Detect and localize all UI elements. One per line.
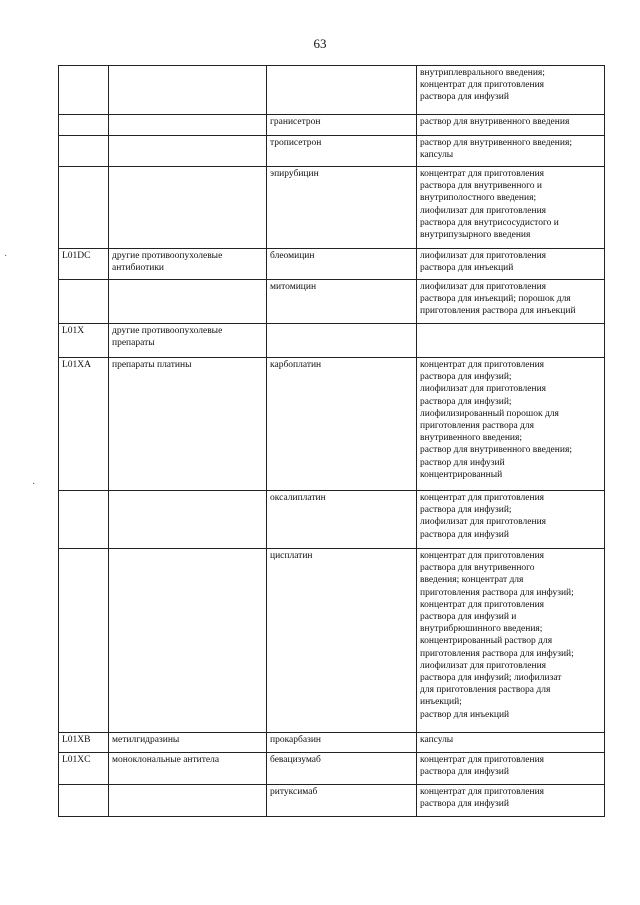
substance-cell: гранисетрон bbox=[267, 115, 417, 136]
margin-mark: · bbox=[32, 479, 36, 490]
table-row bbox=[59, 167, 605, 249]
substance-cell: карбоплатин bbox=[267, 358, 417, 491]
table-row bbox=[59, 491, 605, 549]
substance-cell: блеомицин bbox=[267, 249, 417, 280]
table-row bbox=[59, 785, 605, 817]
atc-code-cell: L01X bbox=[59, 324, 109, 358]
atc-code-cell bbox=[59, 785, 109, 817]
atc-code-cell bbox=[59, 491, 109, 549]
substance-cell bbox=[267, 324, 417, 358]
dosage-form-cell: концентрат для приготовления раствора для инфузий; лиофилизат для приготовления раствора для инфузий bbox=[417, 491, 605, 549]
substance-cell: трописетрон bbox=[267, 136, 417, 167]
dosage-form-cell: концентрат для приготовления раствора для инфузий bbox=[417, 785, 605, 817]
group-cell bbox=[109, 66, 267, 115]
group-cell bbox=[109, 549, 267, 733]
dosage-form-cell: раствор для внутривенного введения; капсулы bbox=[417, 136, 605, 167]
substance-cell: цисплатин bbox=[267, 549, 417, 733]
substance-cell: прокарбазин bbox=[267, 733, 417, 753]
dosage-form-cell: концентрат для приготовления раствора для внутривенного и внутриполостного введения; лиофилизат для приготовления раствора для внутрисосудистого и внутрипузырного введения bbox=[417, 167, 605, 249]
dosage-form-cell bbox=[417, 324, 605, 358]
dosage-form-cell: внутриплеврального введения; концентрат для приготовления раствора для инфузий bbox=[417, 66, 605, 115]
table-row bbox=[59, 66, 605, 115]
dosage-form-cell: капсулы bbox=[417, 733, 605, 753]
group-cell bbox=[109, 167, 267, 249]
group-cell bbox=[109, 115, 267, 136]
dosage-form-cell: лиофилизат для приготовления раствора для инъекций bbox=[417, 249, 605, 280]
substance-cell: оксалиплатин bbox=[267, 491, 417, 549]
atc-code-cell: L01XC bbox=[59, 753, 109, 785]
atc-code-cell bbox=[59, 136, 109, 167]
group-cell bbox=[109, 491, 267, 549]
table-row bbox=[59, 358, 605, 491]
dosage-form-cell: раствор для внутривенного введения bbox=[417, 115, 605, 136]
group-cell: другие противоопухолевые препараты bbox=[109, 324, 267, 358]
margin-mark: · bbox=[4, 251, 8, 262]
substance-cell: ритуксимаб bbox=[267, 785, 417, 817]
group-cell bbox=[109, 136, 267, 167]
atc-code-cell bbox=[59, 115, 109, 136]
table-row bbox=[59, 324, 605, 358]
table-row bbox=[59, 136, 605, 167]
table-row bbox=[59, 249, 605, 280]
page-number: 63 bbox=[313, 36, 327, 51]
atc-code-cell: L01XA bbox=[59, 358, 109, 491]
atc-code-cell: L01XB bbox=[59, 733, 109, 753]
table-row bbox=[59, 280, 605, 324]
group-cell: метилгидразины bbox=[109, 733, 267, 753]
table-row bbox=[59, 115, 605, 136]
atc-code-cell bbox=[59, 280, 109, 324]
atc-code-cell bbox=[59, 167, 109, 249]
dosage-form-cell: концентрат для приготовления раствора для инфузий; лиофилизат для приготовления раствора для инфузий; лиофилизированный порошок для приготовления раствора для внутривенного введения; раствор для внутривенного введения; раствор для инфузий концентрированный bbox=[417, 358, 605, 491]
group-cell bbox=[109, 280, 267, 324]
group-cell: препараты платины bbox=[109, 358, 267, 491]
substance-cell: эпирубицин bbox=[267, 167, 417, 249]
group-cell bbox=[109, 785, 267, 817]
group-cell: моноклональные антитела bbox=[109, 753, 267, 785]
group-cell: другие противоопухолевые антибиотики bbox=[109, 249, 267, 280]
dosage-form-cell: концентрат для приготовления раствора для инфузий bbox=[417, 753, 605, 785]
atc-code-cell bbox=[59, 66, 109, 115]
drug-table bbox=[58, 65, 605, 817]
atc-code-cell: L01DC bbox=[59, 249, 109, 280]
substance-cell: митомицин bbox=[267, 280, 417, 324]
dosage-form-cell: концентрат для приготовления раствора для внутривенного введения; концентрат для приготовления раствора для инфузий; концентрат для приготовления раствора для инфузий и внутрибрюшинного введения; концентрированный раствор для приготовления раствора для инфузий; лиофилизат для приготовления раствора для инфузий; лиофилизат для приготовления раствора для инъекций; раствор для инъекций bbox=[417, 549, 605, 733]
table-row bbox=[59, 549, 605, 733]
substance-cell bbox=[267, 66, 417, 115]
atc-code-cell bbox=[59, 549, 109, 733]
dosage-form-cell: лиофилизат для приготовления раствора для инъекций; порошок для приготовления раствора для инъекций bbox=[417, 280, 605, 324]
table-row bbox=[59, 733, 605, 753]
substance-cell: бевацизумаб bbox=[267, 753, 417, 785]
table-row bbox=[59, 753, 605, 785]
